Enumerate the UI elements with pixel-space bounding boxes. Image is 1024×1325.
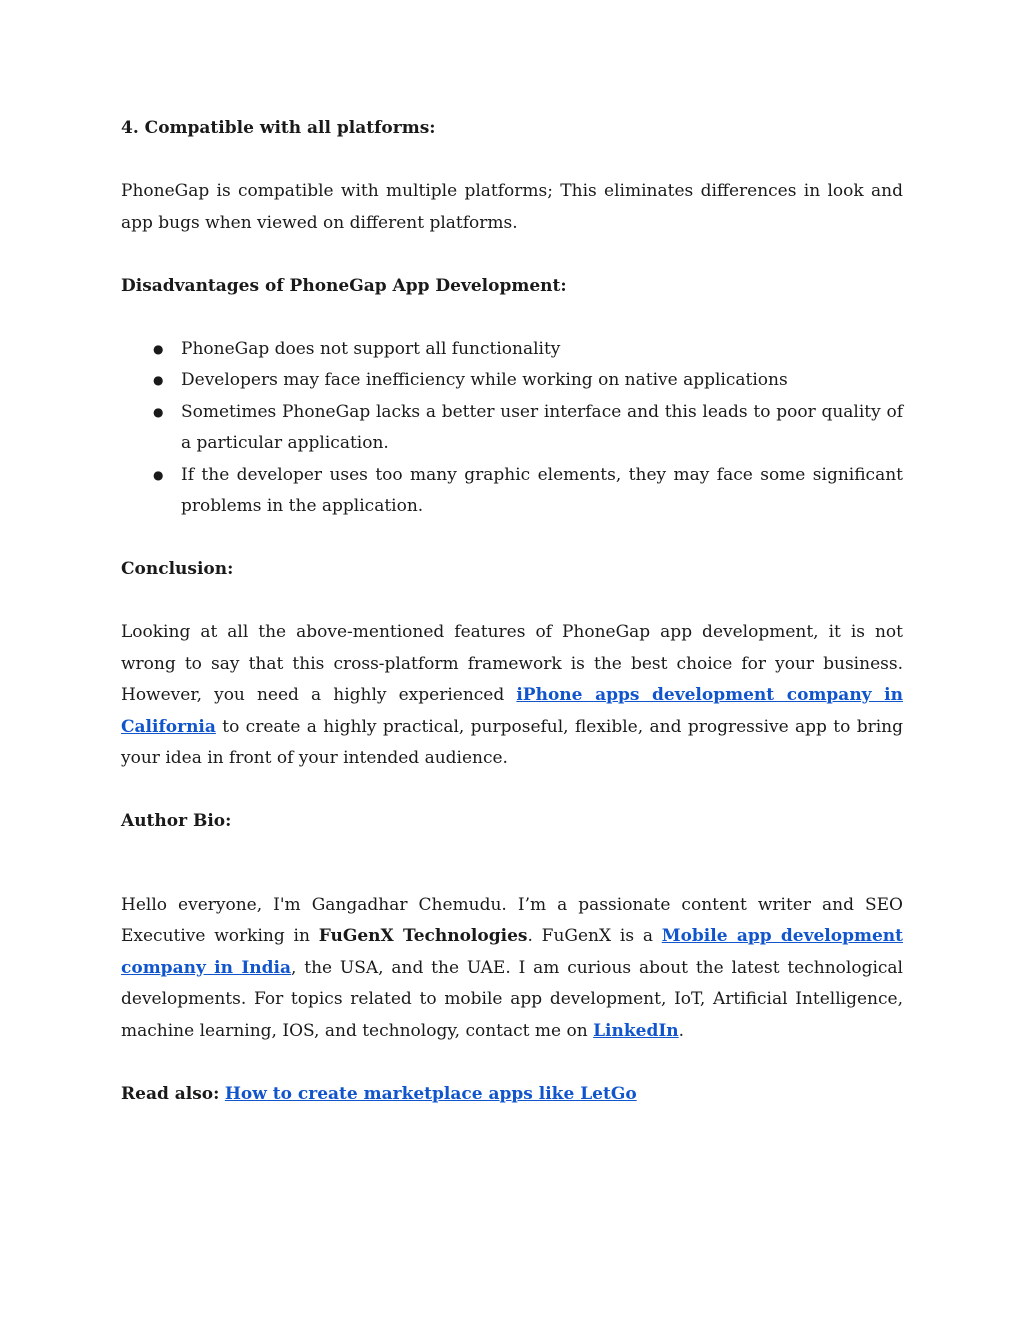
- linkedin-link[interactable]: LinkedIn: [593, 1020, 679, 1041]
- spacer: [121, 145, 903, 177]
- disadvantages-list: [121, 334, 903, 523]
- heading-author-bio: Author Bio:: [121, 811, 232, 831]
- paragraph-compatible: PhoneGap is compatible with multiple platforms; This eliminates differences in look and app bugs when viewed on different platforms.: [121, 181, 903, 233]
- spacer: [121, 838, 903, 890]
- bio-text-3: , the USA, and the UAE. I am curious about the latest technological developments. For topics related to mobile app development, IoT, Artificial Intelligence, machine learning, IOS, and technology, contact me on: [121, 957, 903, 1041]
- conclusion-text-before: Looking at all the above-mentioned features of PhoneGap app development, it is not wrong to say that this cross-platform framework is the best choice for your business. However, you need a highly experienced: [121, 622, 903, 705]
- list-item: ● Developers may face inefficiency while working on native applications: [181, 365, 903, 397]
- spacer: [121, 523, 903, 555]
- spacer: [121, 302, 903, 334]
- iphone-apps-company-link[interactable]: iPhone apps development company in California: [121, 685, 903, 737]
- bio-text-4: .: [678, 1020, 685, 1041]
- company-name: FuGenX Technologies: [318, 926, 528, 946]
- heading-compatible: 4. Compatible with all platforms:: [121, 118, 436, 138]
- list-item: ● If the developer uses too many graphic elements, they may face some significant problems in the application.: [181, 460, 903, 523]
- spacer: [121, 586, 903, 618]
- list-item: ● PhoneGap does not support all functionality: [181, 334, 903, 366]
- read-also-label: Read also:: [121, 1083, 220, 1104]
- bio-text-1: Hello everyone, I'm Gangadhar Chemudu. I’m a passionate content writer and SEO Executive working in: [121, 894, 903, 946]
- paragraph-conclusion: [121, 617, 903, 775]
- spacer: [121, 1047, 903, 1079]
- document-content: [121, 113, 903, 1110]
- list-item: ● Sometimes PhoneGap lacks a better user interface and this leads to poor quality of a particular application.: [181, 397, 903, 460]
- spacer: [121, 775, 903, 807]
- conclusion-text-after: to create a highly practical, purposeful, flexible, and progressive app to bring your idea in front of your intended audience.: [121, 716, 903, 768]
- bio-text-2: . FuGenX is a: [527, 926, 662, 946]
- heading-disadvantages: Disadvantages of PhoneGap App Development:: [121, 275, 567, 296]
- heading-conclusion: Conclusion:: [121, 559, 234, 579]
- read-also-link[interactable]: How to create marketplace apps like LetGo: [224, 1083, 637, 1104]
- mobile-app-company-link[interactable]: Mobile app development company in India: [121, 926, 904, 978]
- spacer: [121, 239, 903, 271]
- read-also-line: [121, 1079, 903, 1111]
- paragraph-author-bio: [121, 890, 903, 1048]
